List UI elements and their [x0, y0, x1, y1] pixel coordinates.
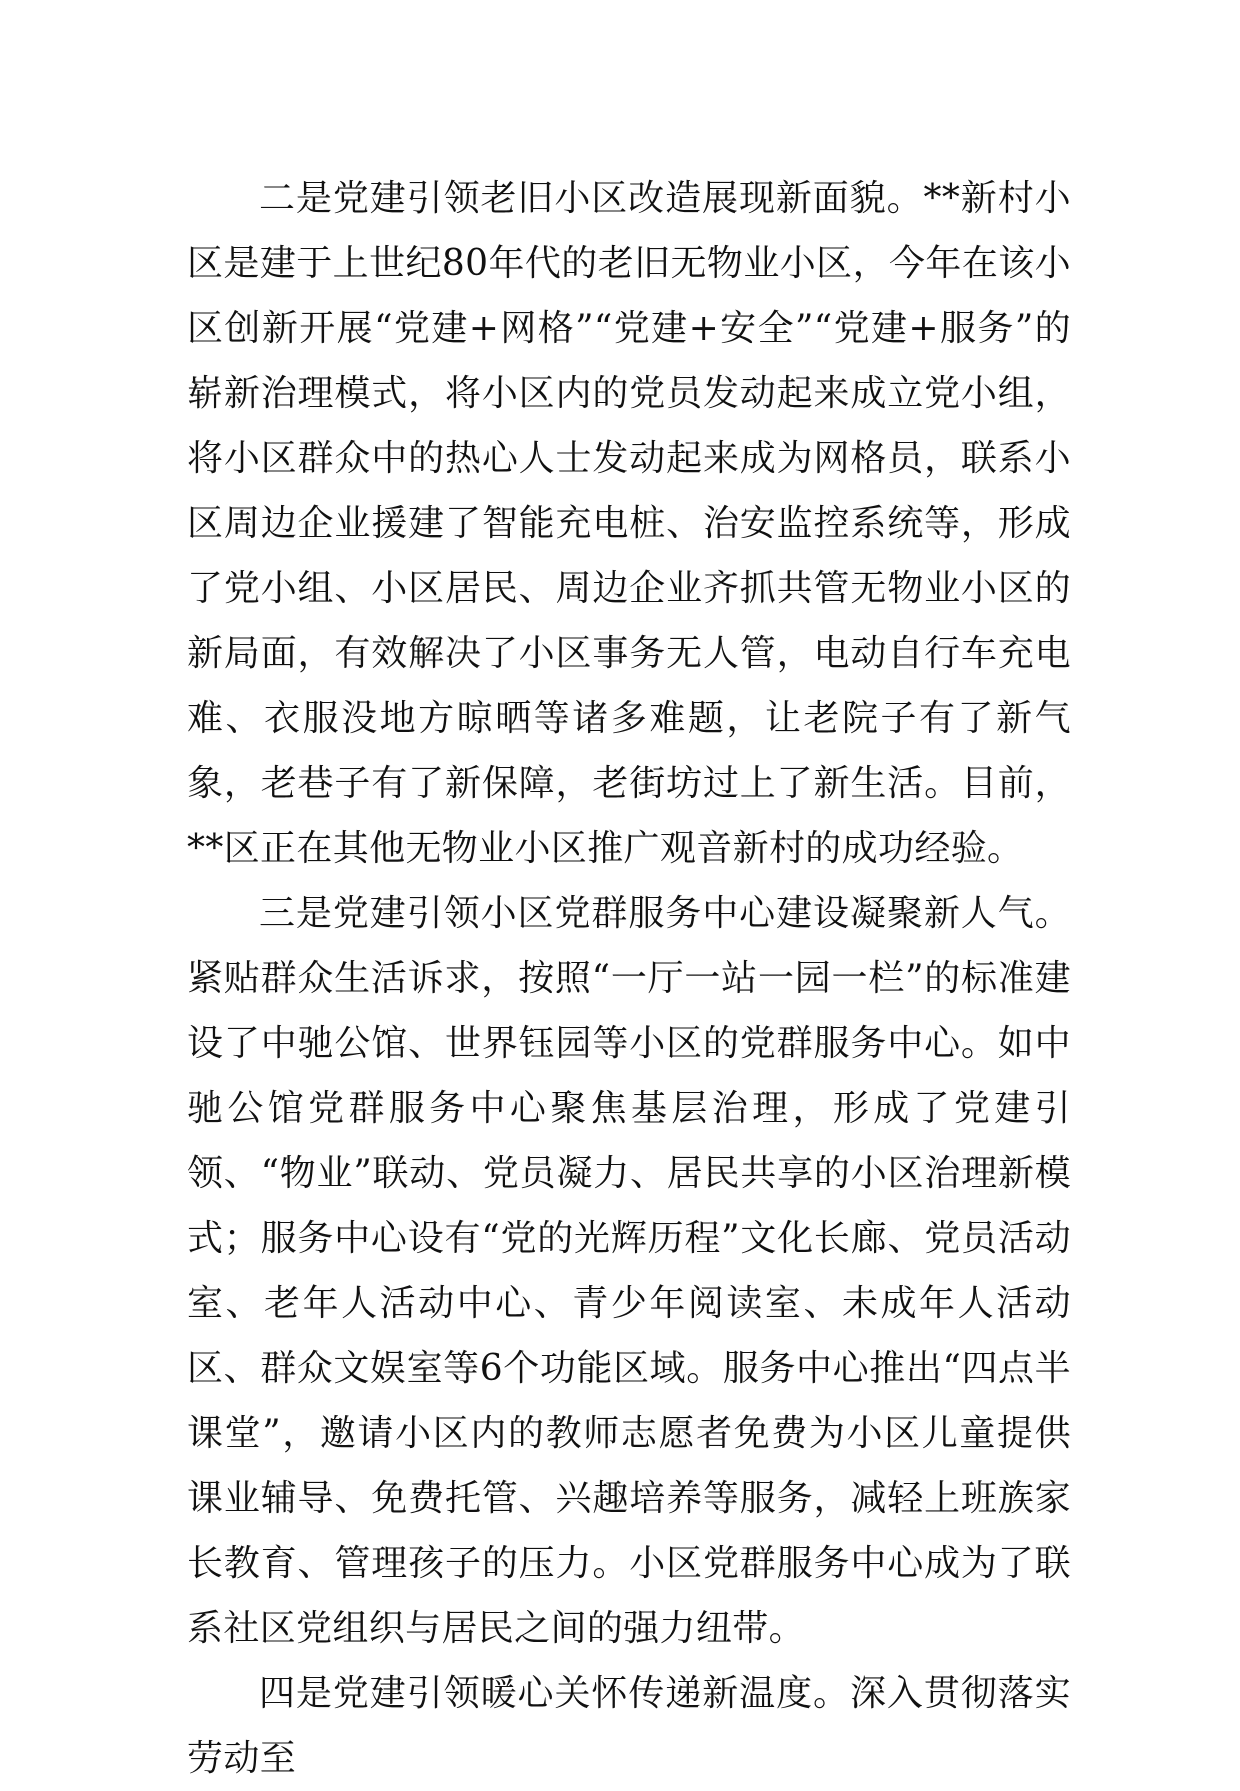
paragraph-party-service-center: 三是党建引领小区党群服务中心建设凝聚新人气。紧贴群众生活诉求，按照“一厅一站一园一栏”的标准建设了中驰公馆、世界钰园等小区的党群服务中心。如中驰公馆党群服务中心聚焦基层治理，形成了党建引领、“物业”联动、党员凝力、居民共享的小区治理新模式；服务中心设有“党的光辉历程”文化长廊、党员活动室、老年人活动中心、青少年阅读室、未成年人活动区、群众文娱室等6个功能区域。服务中心推出“四点半课堂”，邀请小区内的教师志愿者免费为小区儿童提供课业辅导、免费托管、兴趣培养等服务，减轻上班族家长教育、管理孩子的压力。小区党群服务中心成为了联系社区党组织与居民之间的强力纽带。 [187, 893, 1071, 1649]
document-body [187, 166, 1071, 1791]
paragraph-caring-warmth: 四是党建引领暖心关怀传递新温度。深入贯彻落实劳动至 [187, 1673, 1071, 1779]
paragraph-old-community-renovation: 二是党建引领老旧小区改造展现新面貌。**新村小区是建于上世纪80年代的老旧无物业小区，今年在该小区创新开展“党建+网格”“党建+安全”“党建+服务”的崭新治理模式，将小区内的党员发动起来成立党小组，将小区群众中的热心人士发动起来成为网格员，联系小区周边企业援建了智能充电桩、治安监控系统等，形成了党小组、小区居民、周边企业齐抓共管无物业小区的新局面，有效解决了小区事务无人管，电动自行车充电难、衣服没地方晾晒等诸多难题，让老院子有了新气象，老巷子有了新保障，老街坊过上了新生活。目前，**区正在其他无物业小区推广观音新村的成功经验。 [187, 178, 1071, 869]
